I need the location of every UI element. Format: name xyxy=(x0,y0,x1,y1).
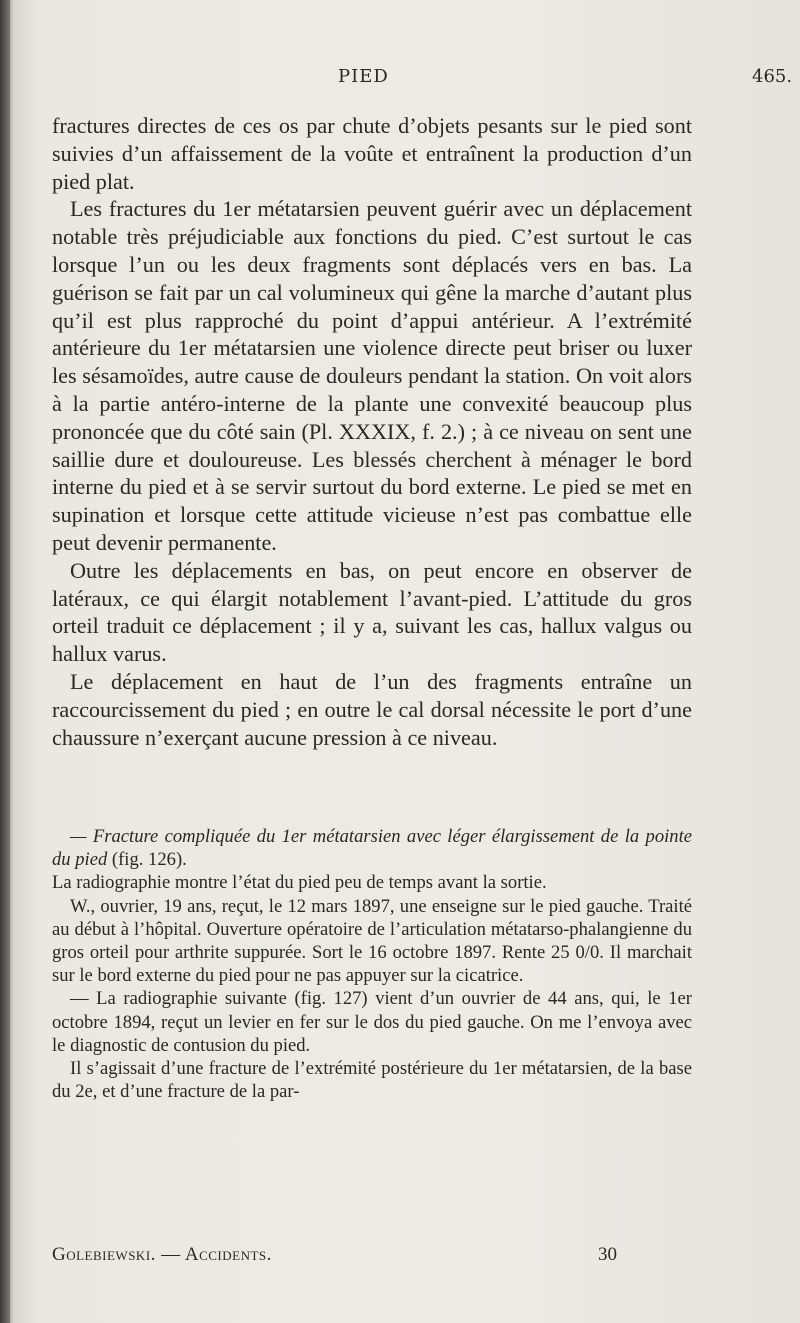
case-title-suffix: (fig. 126). xyxy=(107,849,187,871)
case-title-italic: — Fracture compliquée du 1er métatarsien avec léger élargissement de la pointe du pied xyxy=(52,826,692,871)
case-paragraph: La radiographie montre l’état du pied peu de temps avant la sortie. xyxy=(52,872,547,894)
case-paragraph: Il s’agissait d’une fracture de l’extrémité postérieure du 1er métatarsien, de la base du 2e, et d’une fracture de la par- xyxy=(52,1058,692,1103)
paragraph: Le déplacement en haut de l’un des fragments entraîne un raccourcissement du pied ; en outre le cal dorsal nécessite le port d’une chaussure n’exerçant aucune pression à ce niveau. xyxy=(52,668,692,750)
case-note xyxy=(52,825,692,1103)
case-title xyxy=(52,825,692,871)
page-footer xyxy=(52,1244,692,1270)
paragraph: fractures directes de ces os par chute d’objets pesants sur le pied sont suivies d’un affaissement de la voûte et entraînent la production d’un pied plat. xyxy=(52,113,692,194)
page-header xyxy=(0,66,800,96)
footer-text xyxy=(52,1244,272,1266)
paragraph: Outre les déplacements en bas, on peut encore en observer de latéraux, ce qui élargit notablement l’avant-pied. L’attitude du gros orteil traduit ce déplacement ; il y a, suivant les cas, hallux valgus ou hallux varus. xyxy=(52,557,692,667)
running-title: PIED xyxy=(338,66,389,87)
binding-shadow xyxy=(0,0,10,1323)
main-text xyxy=(52,112,692,751)
paragraph: Les fractures du 1er métatarsien peuvent guérir avec un déplacement notable très préjudiciable aux fonctions du pied. C’est surtout le cas lorsque l’un ou les deux fragments sont déplacés vers en bas. La guérison se fait par un cal volumineux qui gêne la marche d’autant plus qu’il est plus rapproché du point d’appui antérieur. A l’extrémité antérieure du 1er métatarsien une violence directe peut briser ou luxer les sésamoïdes, autre cause de douleurs pendant la station. On voit alors à la partie antéro-interne de la plante une convexité beaucoup plus prononcée que du côté sain (Pl. XXXIX, f. 2.) ; à ce niveau on sent une saillie dure et douloureuse. Les blessés cherchent à ménager le bord interne du pied et à se servir surtout du bord externe. Le pied se met en supination et lorsque cette attitude vicieuse n’est pas combattue elle peut devenir permanente. xyxy=(52,196,692,555)
case-paragraph: W., ouvrier, 19 ans, reçut, le 12 mars 1897, une enseigne sur le pied gauche. Traité au début à l’hôpital. Ouverture opératoire de l’articulation métatarso-phalangienne du gros orteil pour arthrite suppurée. Sort le 16 octobre 1897. Rente 25 0/0. Il marchait sur le bord externe du pied pour ne pas appuyer sur la cicatrice. xyxy=(52,895,692,987)
page-number: 465. xyxy=(752,66,793,87)
signature-mark: 30 xyxy=(598,1244,617,1265)
footer-title: — Accidents. xyxy=(155,1244,272,1265)
case-paragraph: — La radiographie suivante (fig. 127) vient d’un ouvrier de 44 ans, qui, le 1er octobre 1894, reçut un levier en fer sur le dos du pied gauche. On me l’envoya avec le diagnostic de contusion du pied. xyxy=(52,988,692,1056)
footer-author: Golebiewski. xyxy=(52,1244,156,1265)
